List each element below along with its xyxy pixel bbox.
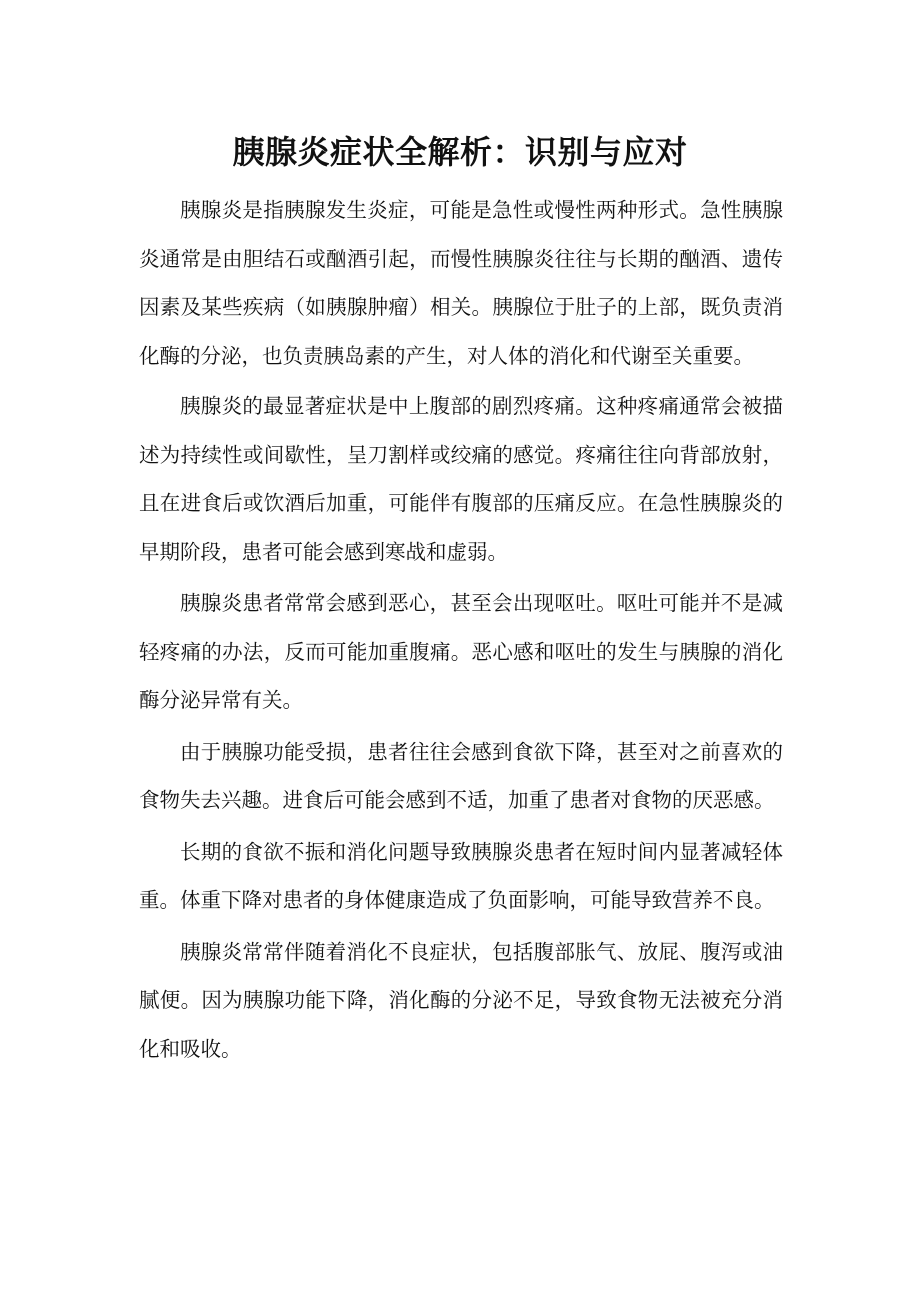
paragraph-nausea: 胰腺炎患者常常会感到恶心，甚至会出现呕吐。呕吐可能并不是减轻疼痛的办法，反而可能加重腹痛。恶心感和呕吐的发生与胰腺的消化酶分泌异常有关。	[139, 591, 783, 712]
paragraph-intro: 胰腺炎是指胰腺发生炎症，可能是急性或慢性两种形式。急性胰腺炎通常是由胆结石或酗酒引起，而慢性胰腺炎往往与长期的酗酒、遗传因素及某些疾病（如胰腺肿瘤）相关。胰腺位于肚子的上部，既负责消化酶的分泌，也负责胰岛素的产生，对人体的消化和代谢至关重要。	[139, 198, 783, 368]
paragraph-indigestion: 胰腺炎常常伴随着消化不良症状，包括腹部胀气、放屁、腹泻或油腻便。因为胰腺功能下降，消化酶的分泌不足，导致食物无法被充分消化和吸收。	[139, 939, 783, 1061]
paragraph-weight-loss: 长期的食欲不振和消化问题导致胰腺炎患者在短时间内显著减轻体重。体重下降对患者的身体健康造成了负面影响，可能导致营养不良。	[139, 839, 783, 912]
paragraph-appetite: 由于胰腺功能受损，患者往往会感到食欲下降，甚至对之前喜欢的食物失去兴趣。进食后可能会感到不适，加重了患者对食物的厌恶感。	[139, 739, 783, 812]
document-title: 胰腺炎症状全解析：识别与应对	[232, 133, 688, 171]
document-body	[139, 186, 783, 1073]
paragraph-pain: 胰腺炎的最显著症状是中上腹部的剧烈疼痛。这种疼痛通常会被描述为持续性或间歇性，呈刀割样或绞痛的感觉。疼痛往往向背部放射，且在进食后或饮酒后加重，可能伴有腹部的压痛反应。在急性胰腺炎的早期阶段，患者可能会感到寒战和虚弱。	[139, 394, 783, 564]
